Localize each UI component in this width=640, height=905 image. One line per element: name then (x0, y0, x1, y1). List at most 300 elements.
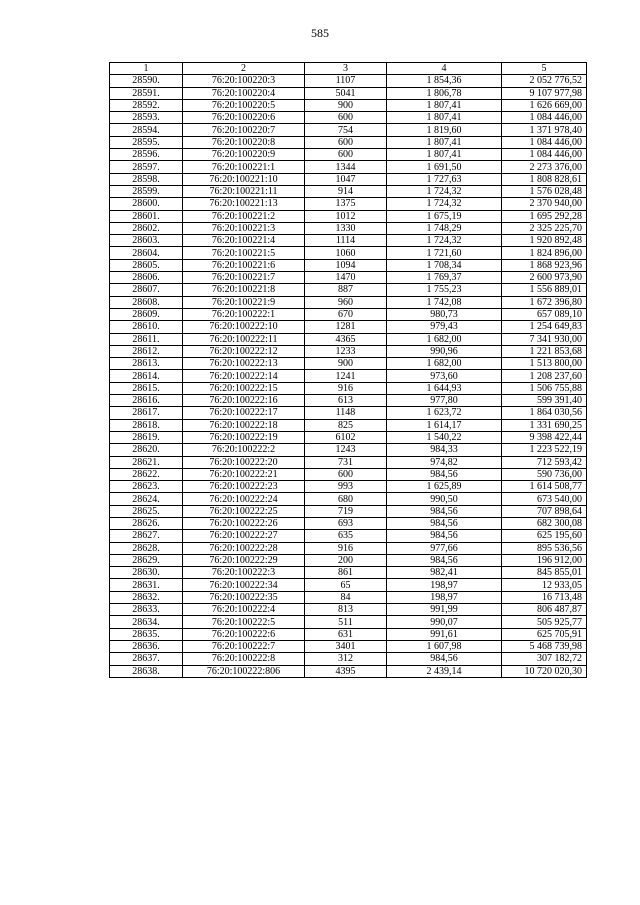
rate-value-cell: 984,33 (387, 444, 502, 456)
cost-value-cell: 707 898,64 (502, 505, 587, 517)
cadastral-number-cell: 76:20:100222:28 (183, 542, 305, 554)
cadastral-number-cell: 76:20:100222:23 (183, 481, 305, 493)
column-header-5: 5 (502, 63, 587, 75)
row-number-cell: 28637. (110, 653, 183, 665)
rate-value-cell: 1 742,08 (387, 296, 502, 308)
cadastral-number-cell: 76:20:100221:8 (183, 284, 305, 296)
row-number-cell: 28590. (110, 75, 183, 87)
rate-value-cell: 984,56 (387, 505, 502, 517)
table-row (110, 579, 587, 591)
cost-value-cell: 1 084 446,00 (502, 112, 587, 124)
rate-value-cell: 1 819,60 (387, 124, 502, 136)
cost-value-cell: 2 052 776,52 (502, 75, 587, 87)
row-number-cell: 28625. (110, 505, 183, 517)
cadastral-number-cell: 76:20:100222:24 (183, 493, 305, 505)
area-value-cell: 635 (305, 530, 387, 542)
cadastral-number-cell: 76:20:100220:9 (183, 149, 305, 161)
cost-value-cell: 1 920 892,48 (502, 235, 587, 247)
cadastral-number-cell: 76:20:100222:806 (183, 665, 305, 677)
cadastral-value-table (109, 62, 587, 678)
area-value-cell: 813 (305, 604, 387, 616)
row-number-cell: 28600. (110, 198, 183, 210)
column-header-2: 2 (183, 63, 305, 75)
cadastral-number-cell: 76:20:100222:17 (183, 407, 305, 419)
area-value-cell: 670 (305, 308, 387, 320)
table-row (110, 284, 587, 296)
cadastral-number-cell: 76:20:100222:25 (183, 505, 305, 517)
rate-value-cell: 974,82 (387, 456, 502, 468)
rate-value-cell: 1 625,89 (387, 481, 502, 493)
row-number-cell: 28604. (110, 247, 183, 259)
row-number-cell: 28599. (110, 185, 183, 197)
area-value-cell: 600 (305, 136, 387, 148)
cadastral-number-cell: 76:20:100220:5 (183, 99, 305, 111)
area-value-cell: 600 (305, 468, 387, 480)
rate-value-cell: 982,41 (387, 567, 502, 579)
table-row (110, 136, 587, 148)
cost-value-cell: 1 221 853,68 (502, 345, 587, 357)
rate-value-cell: 1 724,32 (387, 235, 502, 247)
row-number-cell: 28592. (110, 99, 183, 111)
cadastral-number-cell: 76:20:100222:10 (183, 321, 305, 333)
row-number-cell: 28624. (110, 493, 183, 505)
cadastral-number-cell: 76:20:100221:10 (183, 173, 305, 185)
cost-value-cell: 1 371 978,40 (502, 124, 587, 136)
rate-value-cell: 1 806,78 (387, 87, 502, 99)
area-value-cell: 914 (305, 185, 387, 197)
cost-value-cell: 1 695 292,28 (502, 210, 587, 222)
table-row (110, 345, 587, 357)
cost-value-cell: 2 370 940,00 (502, 198, 587, 210)
table-row (110, 604, 587, 616)
cost-value-cell: 307 182,72 (502, 653, 587, 665)
table-row (110, 99, 587, 111)
table-row (110, 616, 587, 628)
rate-value-cell: 980,73 (387, 308, 502, 320)
area-value-cell: 200 (305, 554, 387, 566)
cadastral-number-cell: 76:20:100222:4 (183, 604, 305, 616)
area-value-cell: 916 (305, 382, 387, 394)
table-row (110, 333, 587, 345)
row-number-cell: 28608. (110, 296, 183, 308)
area-value-cell: 312 (305, 653, 387, 665)
area-value-cell: 900 (305, 358, 387, 370)
rate-value-cell: 1 721,60 (387, 247, 502, 259)
cost-value-cell: 806 487,87 (502, 604, 587, 616)
table-row (110, 468, 587, 480)
row-number-cell: 28621. (110, 456, 183, 468)
cadastral-number-cell: 76:20:100222:19 (183, 431, 305, 443)
row-number-cell: 28597. (110, 161, 183, 173)
cost-value-cell: 1 824 896,00 (502, 247, 587, 259)
row-number-cell: 28613. (110, 358, 183, 370)
area-value-cell: 1047 (305, 173, 387, 185)
table-row (110, 419, 587, 431)
table-row (110, 481, 587, 493)
cadastral-number-cell: 76:20:100222:13 (183, 358, 305, 370)
rate-value-cell: 1 807,41 (387, 112, 502, 124)
cadastral-number-cell: 76:20:100221:2 (183, 210, 305, 222)
row-number-cell: 28628. (110, 542, 183, 554)
rate-value-cell: 1 807,41 (387, 99, 502, 111)
table-row (110, 161, 587, 173)
cadastral-number-cell: 76:20:100220:6 (183, 112, 305, 124)
column-header-4: 4 (387, 63, 502, 75)
row-number-cell: 28596. (110, 149, 183, 161)
cost-value-cell: 895 536,56 (502, 542, 587, 554)
row-number-cell: 28607. (110, 284, 183, 296)
table-row (110, 444, 587, 456)
row-number-cell: 28593. (110, 112, 183, 124)
cost-value-cell: 712 593,42 (502, 456, 587, 468)
row-number-cell: 28598. (110, 173, 183, 185)
rate-value-cell: 1 727,63 (387, 173, 502, 185)
cadastral-number-cell: 76:20:100222:12 (183, 345, 305, 357)
area-value-cell: 731 (305, 456, 387, 468)
rate-value-cell: 1 854,36 (387, 75, 502, 87)
table-row (110, 517, 587, 529)
table-row (110, 87, 587, 99)
area-value-cell: 960 (305, 296, 387, 308)
table-row (110, 554, 587, 566)
cost-value-cell: 2 273 376,00 (502, 161, 587, 173)
area-value-cell: 1233 (305, 345, 387, 357)
cadastral-number-cell: 76:20:100222:3 (183, 567, 305, 579)
row-number-cell: 28627. (110, 530, 183, 542)
cadastral-number-cell: 76:20:100222:20 (183, 456, 305, 468)
cadastral-number-cell: 76:20:100222:21 (183, 468, 305, 480)
row-number-cell: 28606. (110, 272, 183, 284)
rate-value-cell: 984,56 (387, 468, 502, 480)
row-number-cell: 28623. (110, 481, 183, 493)
table-row (110, 542, 587, 554)
cadastral-number-cell: 76:20:100222:11 (183, 333, 305, 345)
area-value-cell: 631 (305, 628, 387, 640)
row-number-cell: 28617. (110, 407, 183, 419)
table-row (110, 395, 587, 407)
area-value-cell: 600 (305, 112, 387, 124)
cost-value-cell: 12 933,05 (502, 579, 587, 591)
area-value-cell: 613 (305, 395, 387, 407)
area-value-cell: 1330 (305, 222, 387, 234)
cost-value-cell: 625 705,91 (502, 628, 587, 640)
cadastral-number-cell: 76:20:100222:2 (183, 444, 305, 456)
cost-value-cell: 1 223 522,19 (502, 444, 587, 456)
cost-value-cell: 1 864 030,56 (502, 407, 587, 419)
area-value-cell: 1114 (305, 235, 387, 247)
table-row (110, 505, 587, 517)
rate-value-cell: 1 614,17 (387, 419, 502, 431)
row-number-cell: 28612. (110, 345, 183, 357)
table-row (110, 358, 587, 370)
area-value-cell: 1241 (305, 370, 387, 382)
rate-value-cell: 198,97 (387, 579, 502, 591)
cadastral-number-cell: 76:20:100222:16 (183, 395, 305, 407)
row-number-cell: 28609. (110, 308, 183, 320)
row-number-cell: 28636. (110, 640, 183, 652)
area-value-cell: 1470 (305, 272, 387, 284)
cost-value-cell: 1 626 669,00 (502, 99, 587, 111)
area-value-cell: 1375 (305, 198, 387, 210)
cadastral-number-cell: 76:20:100222:27 (183, 530, 305, 542)
table-row (110, 628, 587, 640)
cadastral-number-cell: 76:20:100220:8 (183, 136, 305, 148)
table-header-row (110, 63, 587, 75)
row-number-cell: 28630. (110, 567, 183, 579)
row-number-cell: 28610. (110, 321, 183, 333)
table-row (110, 222, 587, 234)
cost-value-cell: 845 855,01 (502, 567, 587, 579)
cost-value-cell: 9 398 422,44 (502, 431, 587, 443)
cadastral-number-cell: 76:20:100222:8 (183, 653, 305, 665)
area-value-cell: 5041 (305, 87, 387, 99)
table-row (110, 665, 587, 677)
area-value-cell: 693 (305, 517, 387, 529)
cost-value-cell: 1 614 508,77 (502, 481, 587, 493)
cost-value-cell: 1 513 800,00 (502, 358, 587, 370)
table-row (110, 149, 587, 161)
cost-value-cell: 682 300,08 (502, 517, 587, 529)
row-number-cell: 28602. (110, 222, 183, 234)
cadastral-number-cell: 76:20:100222:18 (183, 419, 305, 431)
rate-value-cell: 1 807,41 (387, 149, 502, 161)
cadastral-number-cell: 76:20:100220:3 (183, 75, 305, 87)
table-row (110, 112, 587, 124)
cadastral-number-cell: 76:20:100221:9 (183, 296, 305, 308)
cost-value-cell: 196 912,00 (502, 554, 587, 566)
cost-value-cell: 1 672 396,80 (502, 296, 587, 308)
rate-value-cell: 1 607,98 (387, 640, 502, 652)
area-value-cell: 887 (305, 284, 387, 296)
table-row (110, 640, 587, 652)
cost-value-cell: 1 808 828,61 (502, 173, 587, 185)
rate-value-cell: 1 682,00 (387, 358, 502, 370)
cost-value-cell: 1 868 923,96 (502, 259, 587, 271)
rate-value-cell: 984,56 (387, 517, 502, 529)
table-row (110, 407, 587, 419)
rate-value-cell: 2 439,14 (387, 665, 502, 677)
area-value-cell: 84 (305, 591, 387, 603)
table-row (110, 272, 587, 284)
rate-value-cell: 984,56 (387, 653, 502, 665)
row-number-cell: 28618. (110, 419, 183, 431)
table-row (110, 210, 587, 222)
cost-value-cell: 5 468 739,98 (502, 640, 587, 652)
table-row (110, 493, 587, 505)
row-number-cell: 28622. (110, 468, 183, 480)
cost-value-cell: 1 506 755,88 (502, 382, 587, 394)
cost-value-cell: 505 925,77 (502, 616, 587, 628)
row-number-cell: 28631. (110, 579, 183, 591)
row-number-cell: 28619. (110, 431, 183, 443)
rate-value-cell: 1 682,00 (387, 333, 502, 345)
cost-value-cell: 7 341 930,00 (502, 333, 587, 345)
area-value-cell: 900 (305, 99, 387, 111)
area-value-cell: 861 (305, 567, 387, 579)
rate-value-cell: 1 724,32 (387, 185, 502, 197)
area-value-cell: 1243 (305, 444, 387, 456)
area-value-cell: 1148 (305, 407, 387, 419)
table-row (110, 247, 587, 259)
area-value-cell: 993 (305, 481, 387, 493)
cadastral-number-cell: 76:20:100222:35 (183, 591, 305, 603)
table-row (110, 456, 587, 468)
row-number-cell: 28601. (110, 210, 183, 222)
cost-value-cell: 590 736,00 (502, 468, 587, 480)
area-value-cell: 1012 (305, 210, 387, 222)
row-number-cell: 28614. (110, 370, 183, 382)
table-row (110, 591, 587, 603)
cost-value-cell: 625 195,60 (502, 530, 587, 542)
cost-value-cell: 1 208 237,60 (502, 370, 587, 382)
column-header-3: 3 (305, 63, 387, 75)
row-number-cell: 28615. (110, 382, 183, 394)
area-value-cell: 754 (305, 124, 387, 136)
table-row (110, 382, 587, 394)
row-number-cell: 28634. (110, 616, 183, 628)
area-value-cell: 4365 (305, 333, 387, 345)
row-number-cell: 28605. (110, 259, 183, 271)
table-row (110, 75, 587, 87)
cadastral-number-cell: 76:20:100222:5 (183, 616, 305, 628)
row-number-cell: 28591. (110, 87, 183, 99)
cadastral-number-cell: 76:20:100221:3 (183, 222, 305, 234)
rate-value-cell: 990,50 (387, 493, 502, 505)
table-row (110, 173, 587, 185)
cost-value-cell: 16 713,48 (502, 591, 587, 603)
cost-value-cell: 2 325 225,70 (502, 222, 587, 234)
row-number-cell: 28635. (110, 628, 183, 640)
cost-value-cell: 1 084 446,00 (502, 136, 587, 148)
rate-value-cell: 979,43 (387, 321, 502, 333)
rate-value-cell: 984,56 (387, 530, 502, 542)
cadastral-number-cell: 76:20:100221:4 (183, 235, 305, 247)
table-row (110, 530, 587, 542)
cadastral-number-cell: 76:20:100222:7 (183, 640, 305, 652)
rate-value-cell: 1 748,29 (387, 222, 502, 234)
rate-value-cell: 1 540,22 (387, 431, 502, 443)
table-row (110, 653, 587, 665)
cadastral-number-cell: 76:20:100222:29 (183, 554, 305, 566)
area-value-cell: 600 (305, 149, 387, 161)
rate-value-cell: 977,66 (387, 542, 502, 554)
rate-value-cell: 1 691,50 (387, 161, 502, 173)
rate-value-cell: 991,61 (387, 628, 502, 640)
rate-value-cell: 1 769,37 (387, 272, 502, 284)
cost-value-cell: 9 107 977,98 (502, 87, 587, 99)
area-value-cell: 1094 (305, 259, 387, 271)
table-row (110, 567, 587, 579)
cost-value-cell: 657 089,10 (502, 308, 587, 320)
row-number-cell: 28632. (110, 591, 183, 603)
rate-value-cell: 1 724,32 (387, 198, 502, 210)
row-number-cell: 28594. (110, 124, 183, 136)
cost-value-cell: 1 254 649,83 (502, 321, 587, 333)
row-number-cell: 28626. (110, 517, 183, 529)
cadastral-number-cell: 76:20:100221:6 (183, 259, 305, 271)
area-value-cell: 6102 (305, 431, 387, 443)
area-value-cell: 719 (305, 505, 387, 517)
cadastral-number-cell: 76:20:100222:14 (183, 370, 305, 382)
cost-value-cell: 1 556 889,01 (502, 284, 587, 296)
row-number-cell: 28629. (110, 554, 183, 566)
rate-value-cell: 991,99 (387, 604, 502, 616)
area-value-cell: 1060 (305, 247, 387, 259)
rate-value-cell: 977,80 (387, 395, 502, 407)
cadastral-number-cell: 76:20:100222:6 (183, 628, 305, 640)
table-row (110, 370, 587, 382)
row-number-cell: 28611. (110, 333, 183, 345)
rate-value-cell: 198,97 (387, 591, 502, 603)
cadastral-number-cell: 76:20:100221:11 (183, 185, 305, 197)
table-row (110, 321, 587, 333)
rate-value-cell: 1 644,93 (387, 382, 502, 394)
cadastral-number-cell: 76:20:100220:7 (183, 124, 305, 136)
cost-value-cell: 10 720 020,30 (502, 665, 587, 677)
cost-value-cell: 1 331 690,25 (502, 419, 587, 431)
cadastral-number-cell: 76:20:100222:34 (183, 579, 305, 591)
rate-value-cell: 1 675,19 (387, 210, 502, 222)
cadastral-number-cell: 76:20:100221:7 (183, 272, 305, 284)
table-row (110, 259, 587, 271)
row-number-cell: 28620. (110, 444, 183, 456)
cadastral-number-cell: 76:20:100221:13 (183, 198, 305, 210)
area-value-cell: 65 (305, 579, 387, 591)
table-row (110, 124, 587, 136)
rate-value-cell: 973,60 (387, 370, 502, 382)
cost-value-cell: 673 540,00 (502, 493, 587, 505)
table-row (110, 431, 587, 443)
table-row (110, 185, 587, 197)
cadastral-number-cell: 76:20:100222:26 (183, 517, 305, 529)
row-number-cell: 28633. (110, 604, 183, 616)
table-row (110, 308, 587, 320)
table-row (110, 296, 587, 308)
row-number-cell: 28638. (110, 665, 183, 677)
cadastral-number-cell: 76:20:100222:15 (183, 382, 305, 394)
rate-value-cell: 1 807,41 (387, 136, 502, 148)
rate-value-cell: 984,56 (387, 554, 502, 566)
rate-value-cell: 990,07 (387, 616, 502, 628)
area-value-cell: 1107 (305, 75, 387, 87)
page-number: 585 (311, 26, 329, 40)
area-value-cell: 916 (305, 542, 387, 554)
cost-value-cell: 599 391,40 (502, 395, 587, 407)
cost-value-cell: 1 084 446,00 (502, 149, 587, 161)
cost-value-cell: 1 576 028,48 (502, 185, 587, 197)
area-value-cell: 1344 (305, 161, 387, 173)
table-row (110, 235, 587, 247)
row-number-cell: 28616. (110, 395, 183, 407)
rate-value-cell: 1 755,23 (387, 284, 502, 296)
rate-value-cell: 1 708,34 (387, 259, 502, 271)
area-value-cell: 680 (305, 493, 387, 505)
cadastral-number-cell: 76:20:100221:5 (183, 247, 305, 259)
area-value-cell: 1281 (305, 321, 387, 333)
rate-value-cell: 1 623,72 (387, 407, 502, 419)
row-number-cell: 28603. (110, 235, 183, 247)
cadastral-number-cell: 76:20:100220:4 (183, 87, 305, 99)
row-number-cell: 28595. (110, 136, 183, 148)
cost-value-cell: 2 600 973,90 (502, 272, 587, 284)
cadastral-number-cell: 76:20:100221:1 (183, 161, 305, 173)
area-value-cell: 511 (305, 616, 387, 628)
cadastral-number-cell: 76:20:100222:1 (183, 308, 305, 320)
table-row (110, 198, 587, 210)
column-header-1: 1 (110, 63, 183, 75)
area-value-cell: 825 (305, 419, 387, 431)
area-value-cell: 3401 (305, 640, 387, 652)
